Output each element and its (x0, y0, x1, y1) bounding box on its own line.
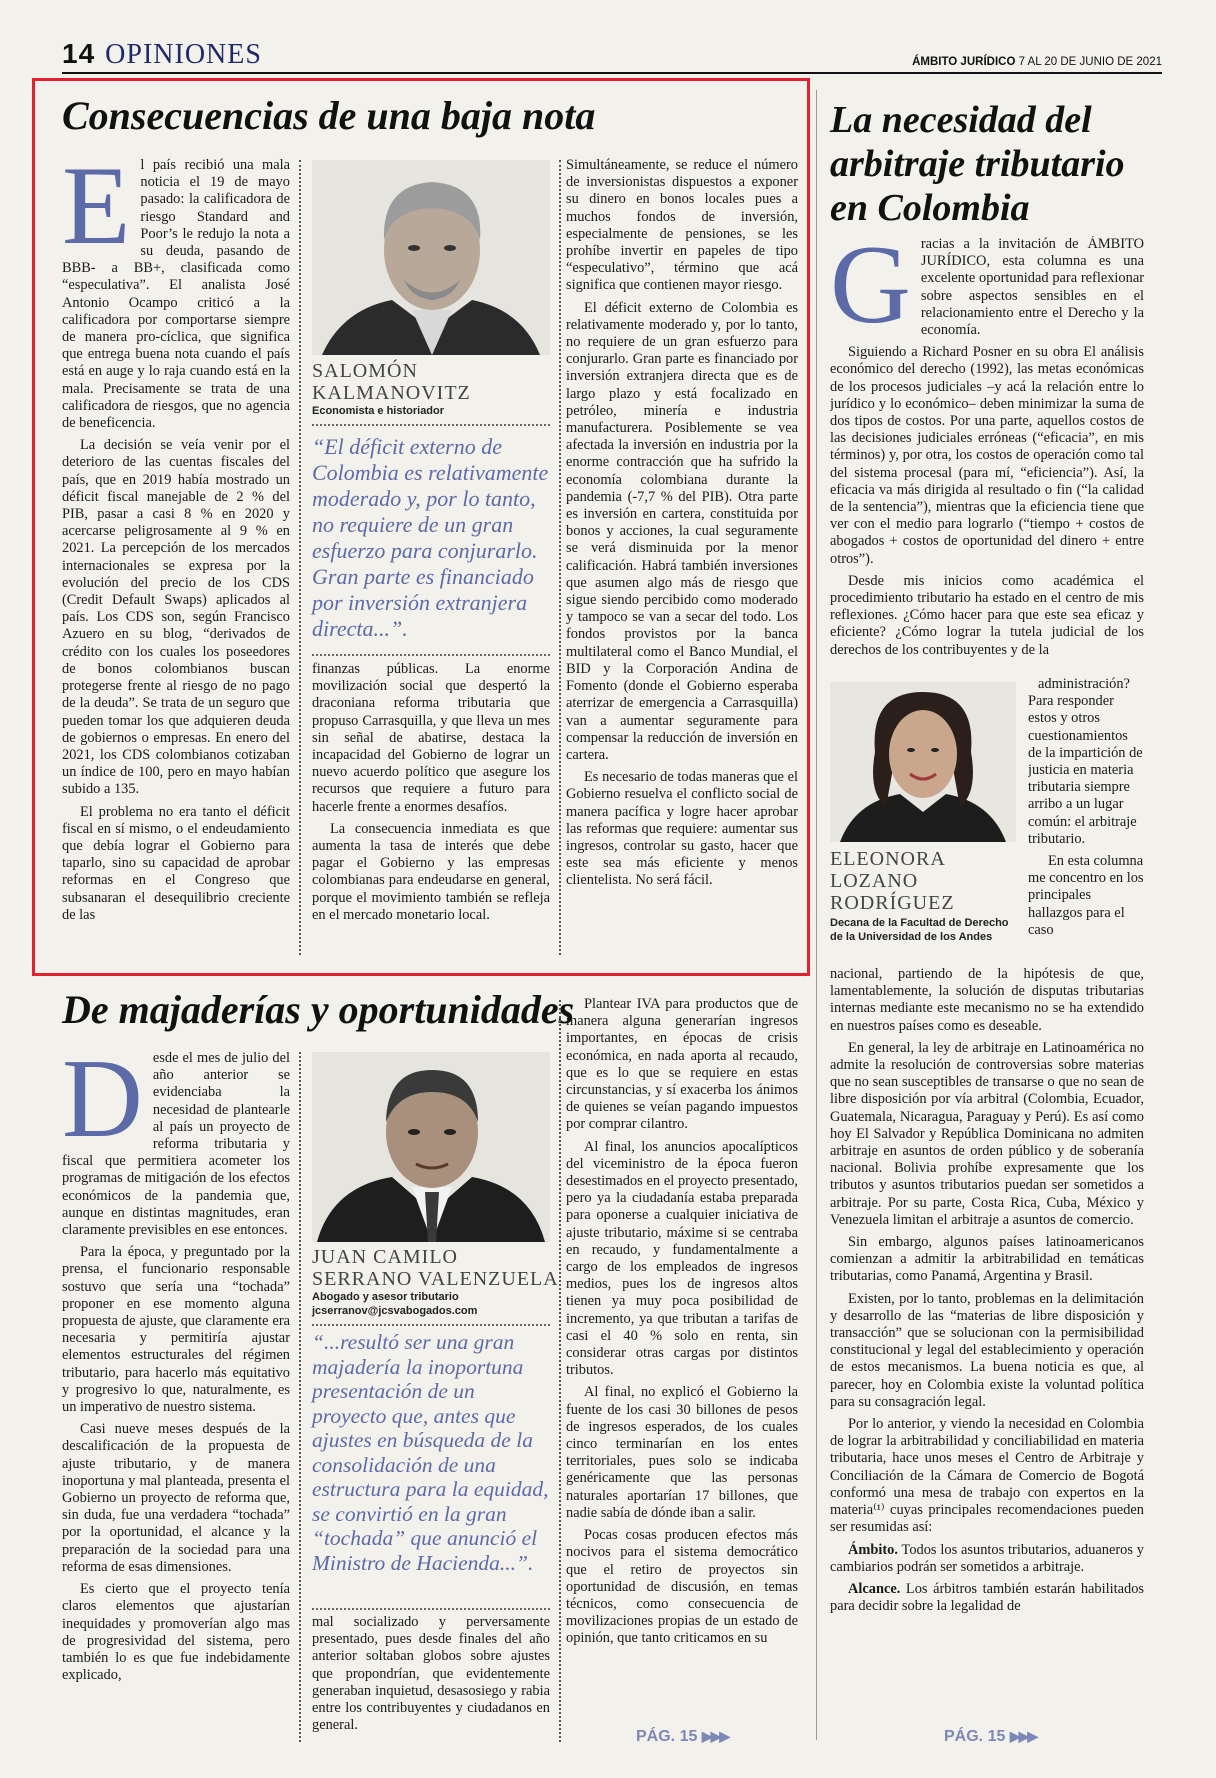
author-name-serrano: JUAN CAMILO SERRANO VALENZUELA (312, 1246, 559, 1290)
article2-paragraph: Para la época, y preguntado por la prensa, el funcionario responsable sostuvo que sería una “tochada” proponer en ese momento alguna propuesta de ajuste, que claramente era necesaria y permitiría ajustar elementos estructurales del régimen tributario, para hacerlo más equitativo y progresivo lo que, naturalmente, es un imperativo de nuestro sistema. (62, 1244, 290, 1416)
masthead-brand: ÁMBITO JURÍDICO (912, 56, 1016, 68)
page-number: 14 (62, 38, 96, 69)
article1-paragraph: Es necesario de todas maneras que el Gobierno resuelva el conflicto social de manera pacífica y logre hacer aprobar las reformas que requiere: aumentar sus ingresos, controlar su gasto, hacer que este sea más eficiente y menos clientelista. No será fácil. (566, 769, 798, 889)
article3-paragraph: administración? Para responder estos y otros cuestionamientos de la impartición de justicia en materia tributaria siempre arribo a un lugar común: el arbitraje tributario. (1028, 676, 1143, 847)
article2-paragraph: Al final, los anuncios apocalípticos del viceministro de la época fueron desestimados en el proyecto presentado, pero ya la ciudadanía estaba preparada para oponerse a cualquier iniciativa de ajuste tributario, máxime si se centraba en recaudo, y fundamentalmente a cargo de los empleados de ingresos medios, pues los de ingresos altos tienen ya muy poca posibilidad de incremento, ya que tributan a tarifas de casi el 40 % solo en renta, sin considerar otras cargas por distintos tributos. (566, 1138, 798, 1379)
article2-paragraph: mal socializado y perversamente presentado, pues desde finales del año anterior soltaban globos sobre ajustes que propondrían, que evidentemente generaban inquietud, desasosiego y rabia entre los contribuyentes y ciudadanos en general. (312, 1614, 550, 1734)
page-column-divider (816, 90, 817, 1740)
author-role-serrano: Abogado y asesor tributario jcserranov@jcsvabogados.com (312, 1291, 478, 1317)
article1-column-3 (566, 157, 798, 961)
article1-paragraph: El problema no era tanto el déficit fiscal en sí mismo, o el endeudamiento que debía lograr el Gobierno para taparlo, sino su capacidad de aprobar reformas en el Congreso que subsanaran el desequilibrio creciente de las (62, 803, 290, 923)
article2-paragraph: esde el mes de julio del año anterior se evidenciaba la necesidad de plantearle al país un proyecto de reforma tributaria y fiscal que permitiera acometer los programas de mitigación de los efectos económicos de la pandemia que, aunque en distintas magnitudes, eran claramente previsibles en ese entonces. (62, 1050, 290, 1239)
author-photo-lozano (830, 682, 1016, 842)
article2-column-1 (62, 1050, 290, 1750)
article3-column-top (830, 236, 1144, 676)
column-divider (559, 160, 561, 955)
article2-column-2 (312, 1614, 550, 1754)
article2-paragraph: Plantear IVA para productos que de manera alguna generarían ingresos importantes, en épocas de crisis económica, en nada aporta al recaudo, que es lo que se requiere en estas circunstancias, y sí exacerba los ánimos de quienes se veían pagando impuestos por comprar cilantro. (566, 996, 798, 1133)
pull-quote-rule (312, 424, 550, 426)
author-role-lozano: Decana de la Facultad de Derecho de la Universidad de los Andes (830, 917, 1009, 943)
column-divider (299, 1052, 301, 1742)
article3-paragraph: Por lo anterior, y viendo la necesidad en Colombia de lograr la arbitrabilidad y conciliabilidad en materia tributaria, hace unos meses el Centro de Arbitraje y Conciliación de la Cámara de Comercio de Bogotá conformó una mesa de trabajo con expertos en la materia⁽¹⁾ cuyas principales recomendaciones pueden ser resumidas así: (830, 1416, 1144, 1536)
page-folio (62, 38, 262, 71)
article1-paragraph: finanzas públicas. La enorme movilización social que despertó la draconiana reforma tributaria que propuso Carrasquilla, y que lleva un mes sin señal de abatirse, destaca la incapacidad del Gobierno de lograr un nuevo acuerdo político que asegure los recursos que requiere a futuro para hacerle frente a enormes desafíos. (312, 661, 550, 815)
article3-column-wrap (1028, 676, 1144, 966)
author-email[interactable]: jcserranov@jcsvabogados.com (312, 1305, 478, 1317)
article1-paragraph: Simultáneamente, se reduce el número de inversionistas dispuestos a exponer su dinero en bonos locales pues a muchos fondos de inversión, especialmente de pensiones, se les prohíbe invertir en papeles de tipo “especulativo”, término que acá significa que contienen mayor riesgo. (566, 157, 798, 294)
portrait-illustration (312, 1052, 550, 1242)
article1-paragraph: La decisión se veía venir por el deterioro de las cuentas fiscales del país, que en 2019 había mostrado un déficit fiscal manejable de 2 % del PIB, pasar a casi 8 % en 2020 y acercarse peligrosamente al 9 % en 2021. La percepción de los mercados internacionales se expresa por la evolución del precio de los CDS (Credit Default Swaps) aplicados al país. Los CDS son, según Francisco Azuero en su blog, “derivados de crédito con los cuales los poseedores de bonos colombianos buscan protegerse frente al riesgo de no pago de la deuda”. Se trata de un seguro que pueden tomar los que adquieren deuda de gobiernos o empresas. En enero del 2021, los CDS colombianos cotizaban un índice de 100, pero en mayo habían subido a 135. (62, 437, 290, 798)
author-role-kalmanovitz: Economista e historiador (312, 405, 445, 417)
continue-link-article3[interactable]: PÁG. 15 ▶▶▶ (944, 1728, 1037, 1745)
article1-paragraph: La consecuencia inmediata es que aumenta la tasa de interés que debe pagar el Gobierno y las empresas colombianas para endeudarse en general, porque el movimiento también se refleja en el mercado monetario local. (312, 820, 550, 923)
article2-pull-quote: “...resultó ser una gran majadería la inoportuna presentación de un proyecto que, antes que ajustes en búsqueda de la consolidación de una estructura para la equidad, se convirtió en la gran “tochada” que anunció el Ministro de Hacienda...”. (312, 1330, 549, 1575)
article2-paragraph: Al final, no explicó el Gobierno la fuente de los casi 30 billones de pesos de ingresos esperados, de los cuales cinco terminarían en los entes territoriales, pues solo se indicaba genéricamente que las personas naturales aportarían 17 billones, que nadie sabía de dónde iban a salir. (566, 1384, 798, 1521)
pull-quote-rule (312, 1324, 550, 1326)
article1-dropcap: E (62, 157, 131, 268)
article1-paragraph: l país recibió una mala noticia el 19 de mayo pasado: la calificadora de riesgo Standard and Poor’s le redujo la nota a su deuda, pasando de BBB- a BB+, clasificada como “especulativa”. El analista José Antonio Ocampo criticó a la calificadora por comportarse siempre de manera pro-cíclica, que significa que entrega buena nota cuando el país está en auge y lo raja cuando está en la mala. Precisamente se trata de una calificadora de riesgos, que no agencia de beneficencia. (62, 157, 290, 432)
header-rule (62, 72, 1162, 74)
article3-paragraph: nacional, partiendo de la hipótesis de que, lamentablemente, la solución de disputas tributarias internas mediante este mecanismo no se ha extendido en nuestros países como es deseable. (830, 966, 1144, 1034)
triple-chevron-right-icon: ▶▶▶ (1009, 1728, 1037, 1744)
author-name-kalmanovitz: SALOMÓN KALMANOVITZ (312, 360, 471, 404)
article2-paragraph: Pocas cosas producen efectos más nocivos para el sistema democrático que el retiro de proyectos sin oportunidad de discusión, en temas técnicos, como consecuencia de movilizaciones propias de un estado de opinión, que tanto criticamos en su (566, 1527, 798, 1647)
author-photo-serrano (312, 1052, 550, 1242)
portrait-illustration (312, 160, 550, 355)
article2-title: De majaderías y oportunidades (62, 987, 575, 1032)
article3-dropcap: G (830, 236, 911, 347)
article2-dropcap: D (62, 1050, 143, 1161)
portrait-illustration (830, 682, 1016, 842)
section-name: OPINIONES (105, 39, 262, 70)
author-photo-kalmanovitz (312, 160, 550, 355)
continue-link-article2[interactable]: PÁG. 15 ▶▶▶ (636, 1728, 729, 1745)
article3-paragraph: En esta columna me concentro en los principales hallazgos para el caso (1028, 853, 1144, 938)
pull-quote-rule (312, 1608, 550, 1610)
article1-title: Consecuencias de una baja nota (62, 93, 596, 138)
article3-paragraph: Alcance. Los árbitros también estarán habilitados para decidir sobre la legalidad de (830, 1580, 1144, 1615)
article3-paragraph: Ámbito. Todos los asuntos tributarios, aduaneros y cambiarios podrán ser sometidos a arbitraje. (830, 1541, 1144, 1575)
triple-chevron-right-icon: ▶▶▶ (701, 1728, 729, 1744)
author-name-lozano: ELEONORA LOZANO RODRÍGUEZ (830, 848, 955, 914)
article3-column-bottom (830, 966, 1144, 1726)
article3-paragraph: Siguiendo a Richard Posner en su obra El análisis económico del derecho (1992), las metas económicas de los procesos judiciales –y acá la relación entre lo jurídico y lo económico– deben minimizar la suma de dos tipos de costos. Por una parte, aquellos costos de las decisiones judiciales erróneas (“eficacia”, en mis términos) y, por otra, los costos de operación como tal del sistema procesal (para mí, “eficiencia”). Así, la eficacia va más dirigida al resultado o fin (“la calidad de la sentencia”), mientras que la eficiencia tiene que ver con el medio para lograrlo (“tiempo + costos de abogados + costos de oportunidad del dinero + entre otros”). (830, 344, 1144, 567)
article3-paragraph: Desde mis inicios como académica el procedimiento tributario ha estado en el centro de mis reflexiones. ¿Cómo hacer para que este sea eficaz y eficiente? ¿Cómo lograr la tutela judicial de los derechos de los contribuyentes y de la (830, 572, 1144, 658)
pull-quote-rule (312, 654, 550, 656)
article3-paragraph: racias a la invitación de ÁMBITO JURÍDICO, esta columna es una excelente oportunidad para reflexionar sobre aspectos sensibles en el relacionamiento entre el Derecho y la economía. (920, 236, 1144, 339)
article1-column-1 (62, 157, 290, 957)
article1-column-2 (312, 661, 550, 961)
article3-paragraph: Sin embargo, algunos países latinoamericanos comienzan a admitir la arbitrabilidad en temáticas tributarias, como Panamá, Argentina y Brasil. (830, 1234, 1144, 1285)
article3-paragraph: En general, la ley de arbitraje en Latinoamérica no admite la resolución de controversias sobre materias que no sean susceptibles de transarse o que no sean de libre disposición por vía arbitral (Colombia, Ecuador, Guatemala, Nicaragua, Paraguay y Perú). Es así como hoy El Salvador y República Dominicana no admiten arbitraje en asuntos de orden público y de soberanía nacional. Bolivia prohíbe expresamente que los tributos y asuntos tributarios puedan ser sometidos a arbitraje. Por su parte, Costa Rica, Cuba, México y Venezuela limitan el arbitraje a asuntos de comercio. (830, 1039, 1144, 1228)
article1-pull-quote: “El déficit externo de Colombia es relativamente moderado y, por lo tanto, no requiere de un gran esfuerzo para conjurarlo. Gran parte es financiado por inversión extranjera directa...”. (312, 434, 549, 641)
column-divider (299, 160, 301, 955)
article1-paragraph: El déficit externo de Colombia es relativamente moderado y, por lo tanto, no requiere de un gran esfuerzo para conjurarlo. Gran parte es financiado por inversión extranjera directa que es de largo plazo y está focalizado en petróleo, minería e industria manufacturera. Posiblemente se vea afectada la inversión en industria por la enorme contracción que ha sufrido la economía colombiana durante la pandemia (-7,7 % del PIB). Otra parte es inversión en cartera, constituida por bonos y acciones, la cual seguramente se verá disminuida por la menor calificación. Habrá también inversiones que asumen algo más de riesgo que sigue siendo percibido como moderado y tampoco se van a secar del todo. Los fondos provistos por la banca multilateral como el Banco Mundial, el BID y la Corporación Andina de Fomento (donde el Gobierno esperaba aterrizar de emergencia a Carrasquilla) van a aumentar seguramente para compensar la reducción de inversión en cartera. (566, 299, 798, 763)
masthead-date: 7 AL 20 DE JUNIO DE 2021 (1018, 56, 1162, 68)
column-divider (559, 1000, 561, 1742)
article2-paragraph: Casi nueve meses después de la descalificación de la propuesta de ajuste tributario, y de manera inoportuna y mal planteada, presenta el Gobierno un proyecto de reforma que, sin duda, fue una verdadera “tochada” por la oportunidad, el alcance y la preparación de la sociedad para una reforma de esas dimensiones. (62, 1421, 290, 1575)
masthead (912, 56, 1162, 68)
article2-column-3 (566, 996, 798, 1710)
article3-paragraph: Existen, por lo tanto, problemas en la delimitación y desarrollo de las “materias de libre disposición y transacción” que se solucionan con la permisibilidad constitucional y legal del establecimiento y operación de estos mecanismos. La buena noticia es que, al parecer, hoy en Colombia existe la voluntad política para su consagración legal. (830, 1290, 1144, 1410)
article2-paragraph: Es cierto que el proyecto tenía claros elementos que ajustarían inequidades y promoverían algo mas de progresividad del sistema, pero también lo es que fue indebidamente explicado, (62, 1581, 290, 1684)
article3-title: La necesidad del arbitraje tributario en Colombia (830, 99, 1125, 229)
